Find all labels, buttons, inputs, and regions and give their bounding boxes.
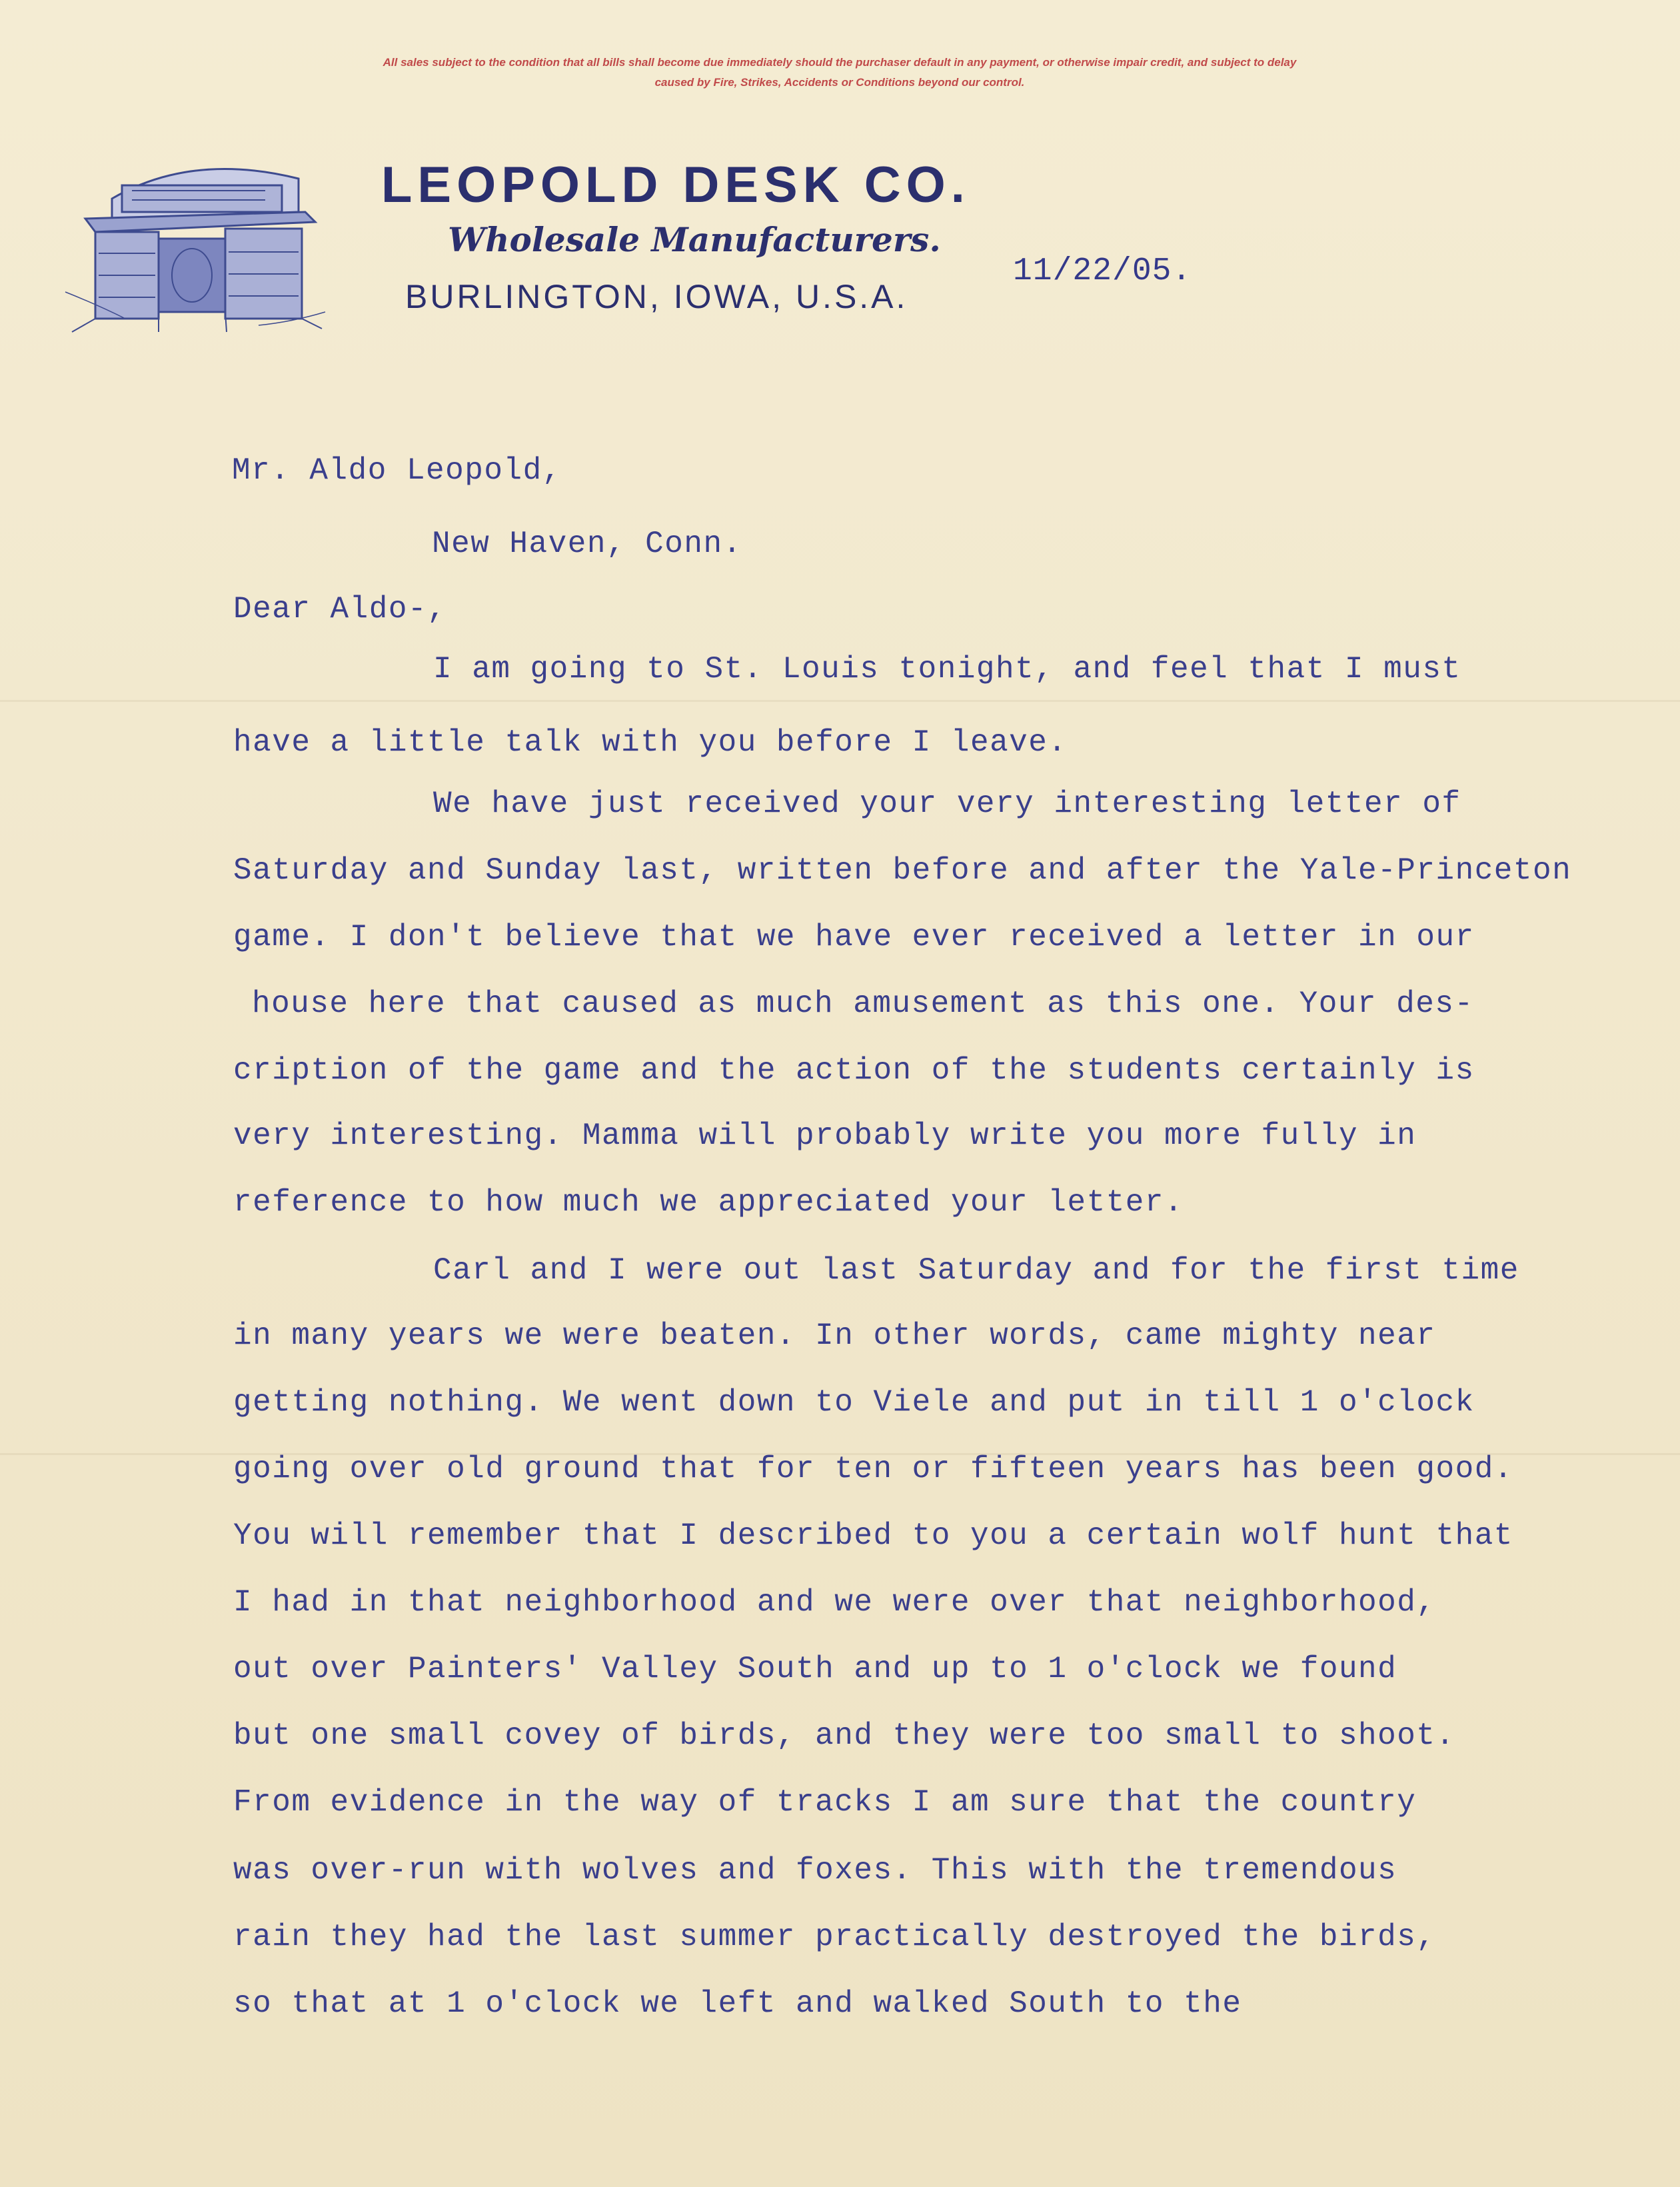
body-line: very interesting. Mamma will probably write you more fully in [233, 1118, 1417, 1153]
body-line: Carl and I were out last Saturday and for the first time [433, 1253, 1519, 1288]
body-line: so that at 1 o'clock we left and walked South to the [233, 1986, 1242, 2021]
company-location: BURLINGTON, IOWA, U.S.A. [405, 278, 908, 315]
body-line: I had in that neighborhood and we were over that neighborhood, [233, 1585, 1436, 1620]
terms-disclaimer-line1: All sales subject to the condition that all bills shall become due immediately should the purchaser default in any payment, or otherwise impair credit, and subject to delay [383, 56, 1297, 69]
body-line: out over Painters' Valley South and up to 1 o'clock we found [233, 1652, 1397, 1686]
body-line: was over-run with wolves and foxes. This with the tremendous [233, 1853, 1397, 1888]
paper-fold-line [0, 700, 1680, 702]
body-line: We have just received your very interesting letter of [433, 787, 1461, 821]
body-line: Saturday and Sunday last, written before and after the Yale-Princeton [233, 853, 1572, 888]
body-line: house here that caused as much amusement as this one. Your des- [252, 987, 1474, 1021]
recipient-address: New Haven, Conn. [432, 527, 742, 561]
salutation: Dear Aldo-, [233, 592, 447, 627]
body-line: in many years we were beaten. In other words, came mighty near [233, 1318, 1436, 1353]
company-subtitle: Wholesale Manufacturers. [448, 220, 941, 259]
body-line: You will remember that I described to you a certain wolf hunt that [233, 1518, 1513, 1553]
body-line: From evidence in the way of tracks I am sure that the country [233, 1785, 1417, 1820]
body-line: reference to how much we appreciated your letter. [233, 1185, 1184, 1220]
body-line: getting nothing. We went down to Viele and put in till 1 o'clock [233, 1385, 1475, 1420]
body-line: game. I don't believe that we have ever received a letter in our [233, 920, 1475, 955]
body-line: I am going to St. Louis tonight, and feel that I must [433, 652, 1461, 687]
body-line: but one small covey of birds, and they were too small to shoot. [233, 1718, 1455, 1753]
body-line: rain they had the last summer practically destroyed the birds, [233, 1920, 1436, 1954]
company-name: LEOPOLD DESK CO. [381, 157, 970, 213]
terms-disclaimer-line2: caused by Fire, Strikes, Accidents or Conditions beyond our control. [654, 76, 1025, 89]
roll-top-desk-icon [59, 139, 332, 339]
recipient-name: Mr. Aldo Leopold, [232, 453, 562, 488]
letter-date: 11/22/05. [1013, 253, 1192, 289]
body-line: have a little talk with you before I leave. [233, 725, 1068, 760]
body-line: cription of the game and the action of the students certainly is [233, 1053, 1475, 1088]
body-line: going over old ground that for ten or fifteen years has been good. [233, 1452, 1513, 1486]
